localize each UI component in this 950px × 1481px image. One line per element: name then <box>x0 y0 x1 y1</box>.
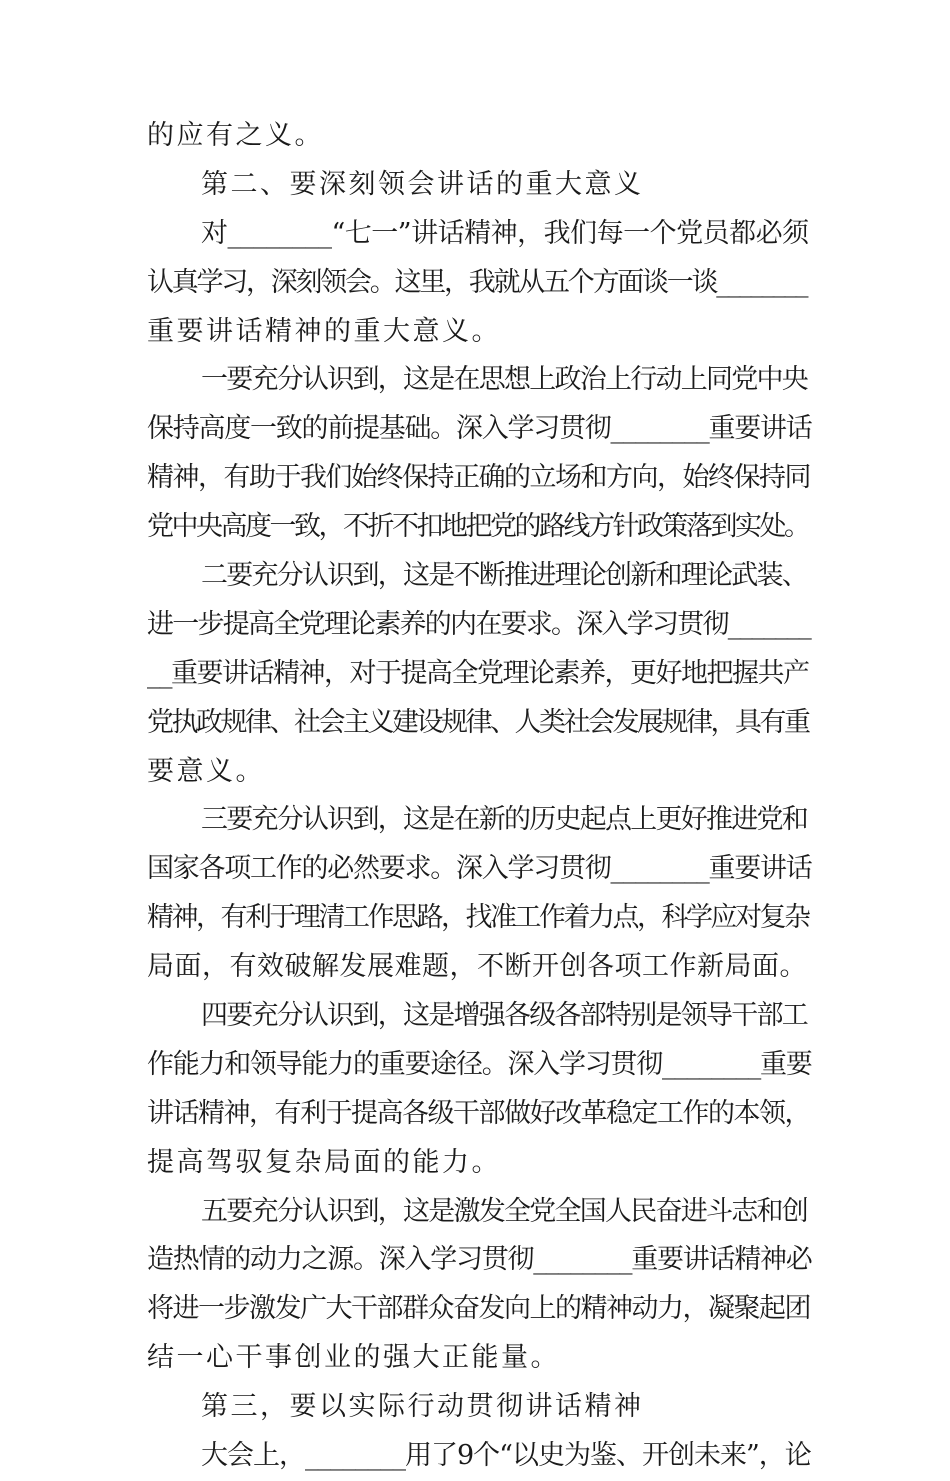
text-line: 认真学习，深刻领会。这里，我就从五个方面谈一谈________ <box>147 266 807 298</box>
text-line: 重要讲话精神的重大意义。 <box>147 315 501 347</box>
text-line: __重要讲话精神，对于提高全党理论素养，更好地把握共产 <box>147 657 809 689</box>
section-heading: 第二、要深刻领会讲话的重大意义 <box>201 168 644 200</box>
text-line: 党中央高度一致，不折不扣地把党的路线方针政策落到实处。 <box>147 511 809 543</box>
text-line: 提高驾驭复杂局面的能力。 <box>147 1146 501 1178</box>
text-line: 国家各项工作的必然要求。深入学习贯彻________重要讲话 <box>147 853 812 885</box>
text-line: 大会上，________用了9个“以史为鉴、开创未来”，论 <box>201 1440 811 1472</box>
text-line: 二要充分认识到，这是不断推进理论创新和理论武装、 <box>201 560 807 592</box>
text-line: 四要充分认识到，这是增强各级各部特别是领导干部工 <box>201 1000 807 1032</box>
text-line: 将进一步激发广大干部群众奋发向上的精神动力，凝聚起团 <box>147 1293 810 1325</box>
text-line: 保持高度一致的前提基础。深入学习贯彻________重要讲话 <box>147 413 812 445</box>
text-line: 精神，有助于我们始终保持正确的立场和方向，始终保持同 <box>147 462 810 494</box>
text-line: 精神，有利于理清工作思路，找准工作着力点，科学应对复杂 <box>147 902 809 934</box>
document-body <box>147 112 812 1481</box>
text-line: 讲话精神，有利于提高各级干部做好改革稳定工作的本领， <box>147 1097 810 1129</box>
text-line: 的应有之义。 <box>147 120 324 151</box>
text-line: 结一心干事创业的强大正能量。 <box>147 1342 560 1374</box>
text-line: 三要充分认识到，这是在新的历史起点上更好推进党和 <box>201 804 807 836</box>
text-line: 造热情的动力之源。深入学习贯彻________重要讲话精神必 <box>147 1244 812 1276</box>
section-heading: 第三，要以实际行动贯彻讲话精神 <box>201 1391 644 1423</box>
text-line: 要意义。 <box>147 755 265 787</box>
text-line: 党执政规律、社会主义建设规律、人类社会发展规律，具有重 <box>147 706 809 738</box>
text-line: 进一步提高全党理论素养的内在要求。深入学习贯彻_______ <box>147 608 810 640</box>
text-line: 对________“七一”讲话精神，我们每一个党员都必须 <box>201 217 809 249</box>
text-line: 作能力和领导能力的重要途径。深入学习贯彻________重要 <box>147 1048 812 1080</box>
text-line: 五要充分认识到，这是激发全党全国人民奋进斗志和创 <box>201 1195 807 1227</box>
text-line: 一要充分认识到，这是在思想上政治上行动上同党中央 <box>201 364 807 396</box>
text-line: 局面，有效破解发展难题，不断开创各项工作新局面。 <box>147 951 807 983</box>
